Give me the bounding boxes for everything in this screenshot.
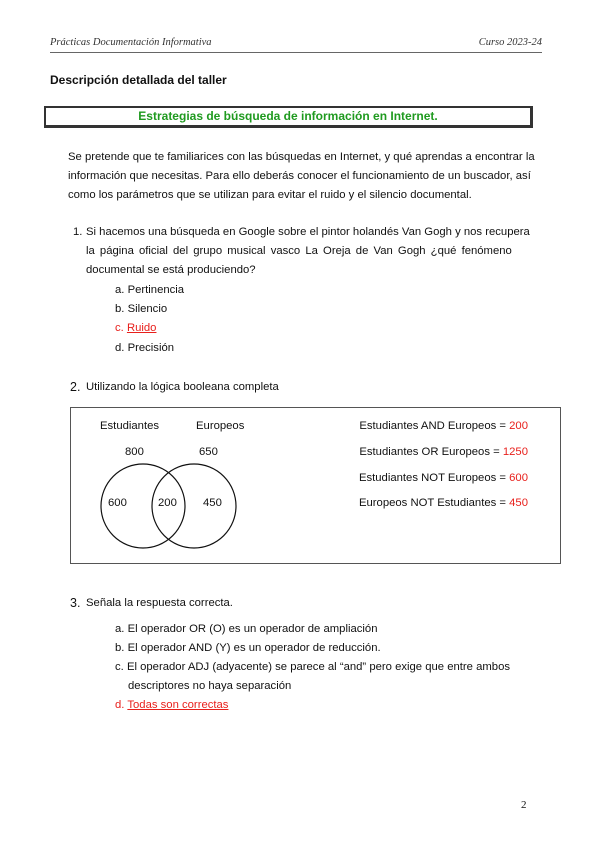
venn-label-a: Estudiantes — [100, 420, 160, 432]
option-letter: a. — [115, 623, 125, 635]
q1-line: la página oficial del grupo musical vasco La Oreja de Van Gogh ¿qué fenómeno — [86, 245, 512, 257]
intro-line: Se pretende que te familiarices con las búsquedas en Internet, y qué aprendas a encontrar la — [68, 151, 535, 163]
section-title: Descripción detallada del taller — [50, 73, 227, 87]
result-value: 450 — [509, 497, 528, 509]
option-text: Precisión — [127, 342, 175, 354]
result-value: 1250 — [502, 446, 528, 458]
option-letter: a. — [115, 284, 125, 296]
q2-number: 2. — [70, 380, 81, 394]
venn-total-a: 800 — [125, 446, 144, 458]
result-label: Estudiantes NOT Europeos = — [358, 472, 510, 484]
q1-number: 1. — [73, 226, 83, 238]
option-letter: c. — [115, 661, 124, 673]
q1-line: documental se está produciendo? — [86, 264, 256, 276]
result-value: 600 — [509, 472, 528, 484]
q3-text: Señala la respuesta correcta. — [86, 597, 233, 609]
result-not-a — [359, 472, 528, 484]
option-letter: d. — [115, 699, 125, 711]
option-text: El operador AND (Y) es un operador de reducción. — [127, 642, 381, 654]
q3-option-c-cont: descriptores no haya separación — [128, 680, 292, 692]
intro-line: como los parámetros que se utilizan para evitar el ruido y el silencio documental. — [68, 189, 472, 201]
page-number: 2 — [521, 799, 527, 811]
venn-only-a: 600 — [108, 497, 127, 509]
q3-option-a — [115, 623, 377, 635]
option-letter: b. — [115, 303, 125, 315]
option-text: Silencio — [127, 303, 168, 315]
venn-total-b: 650 — [199, 446, 218, 458]
header-right: Curso 2023-24 — [478, 37, 542, 48]
option-letter: d. — [115, 342, 125, 354]
result-value: 200 — [509, 420, 528, 432]
result-label: Europeos NOT Estudiantes = — [358, 497, 510, 509]
venn-label-b: Europeos — [196, 420, 245, 432]
intro-line: información que necesitas. Para ello deberás conocer el funcionamiento de un buscador, así — [68, 170, 531, 182]
q3-option-b — [115, 642, 381, 654]
q3-number: 3. — [70, 596, 81, 610]
q3-option-d-answer — [115, 699, 228, 711]
option-letter: c. — [115, 322, 124, 334]
option-letter: b. — [115, 642, 125, 654]
venn-both: 200 — [158, 497, 177, 509]
header-left: Prácticas Documentación Informativa — [50, 37, 212, 48]
venn-only-b: 450 — [203, 497, 222, 509]
result-label: Estudiantes AND Europeos = — [359, 420, 510, 432]
option-text: Todas son correctas — [127, 699, 229, 711]
result-label: Estudiantes OR Europeos = — [359, 446, 503, 458]
option-text: El operador OR (O) es un operador de ampliación — [127, 623, 378, 635]
option-text: El operador ADJ (adyacente) se parece al “and” pero exige que entre ambos — [126, 661, 510, 673]
q1-line: Si hacemos una búsqueda en Google sobre el pintor holandés Van Gogh y nos recupera — [86, 226, 530, 238]
result-not-b — [359, 497, 528, 509]
option-text: Ruido — [126, 322, 157, 334]
result-or — [359, 446, 528, 458]
option-text: Pertinencia — [127, 284, 185, 296]
banner-title: Estrategias de búsqueda de información en Internet. — [138, 109, 438, 123]
q2-text: Utilizando la lógica booleana completa — [86, 381, 279, 393]
result-and — [359, 420, 528, 432]
q3-option-c — [115, 661, 510, 673]
